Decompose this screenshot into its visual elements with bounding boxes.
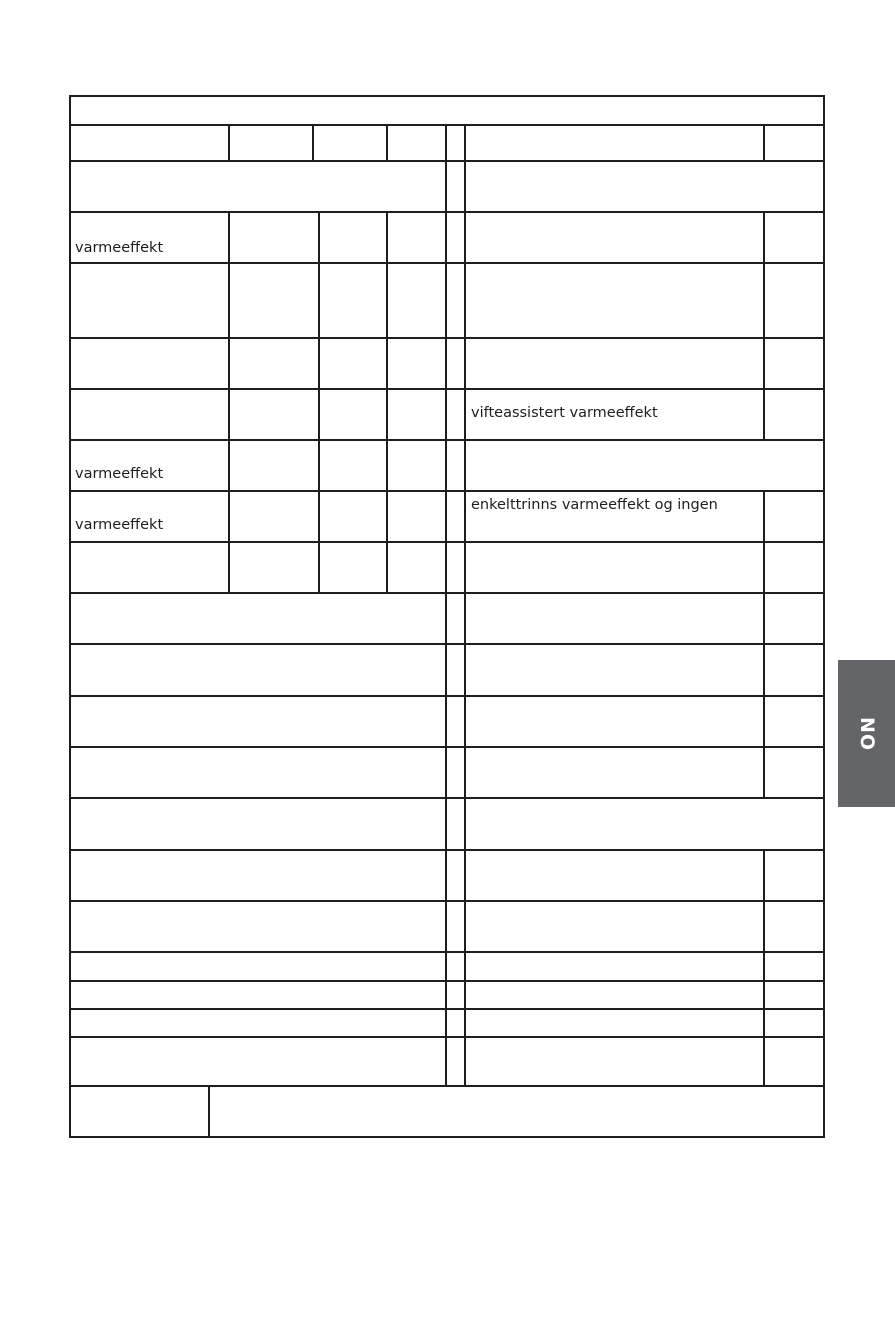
right-label-fan-assisted: vifteassistert varmeeffekt bbox=[471, 405, 658, 421]
language-tab bbox=[838, 660, 895, 807]
language-tab-label: NO bbox=[855, 716, 878, 751]
right-label-single-stage: enkelttrinns varmeeffekt og ingen bbox=[471, 497, 718, 513]
left-label-continuous-heat: varmeeffekt bbox=[75, 517, 164, 533]
left-label-min-heat: varmeeffekt bbox=[75, 466, 164, 482]
left-label-nominal-heat: varmeeffekt bbox=[75, 240, 164, 256]
